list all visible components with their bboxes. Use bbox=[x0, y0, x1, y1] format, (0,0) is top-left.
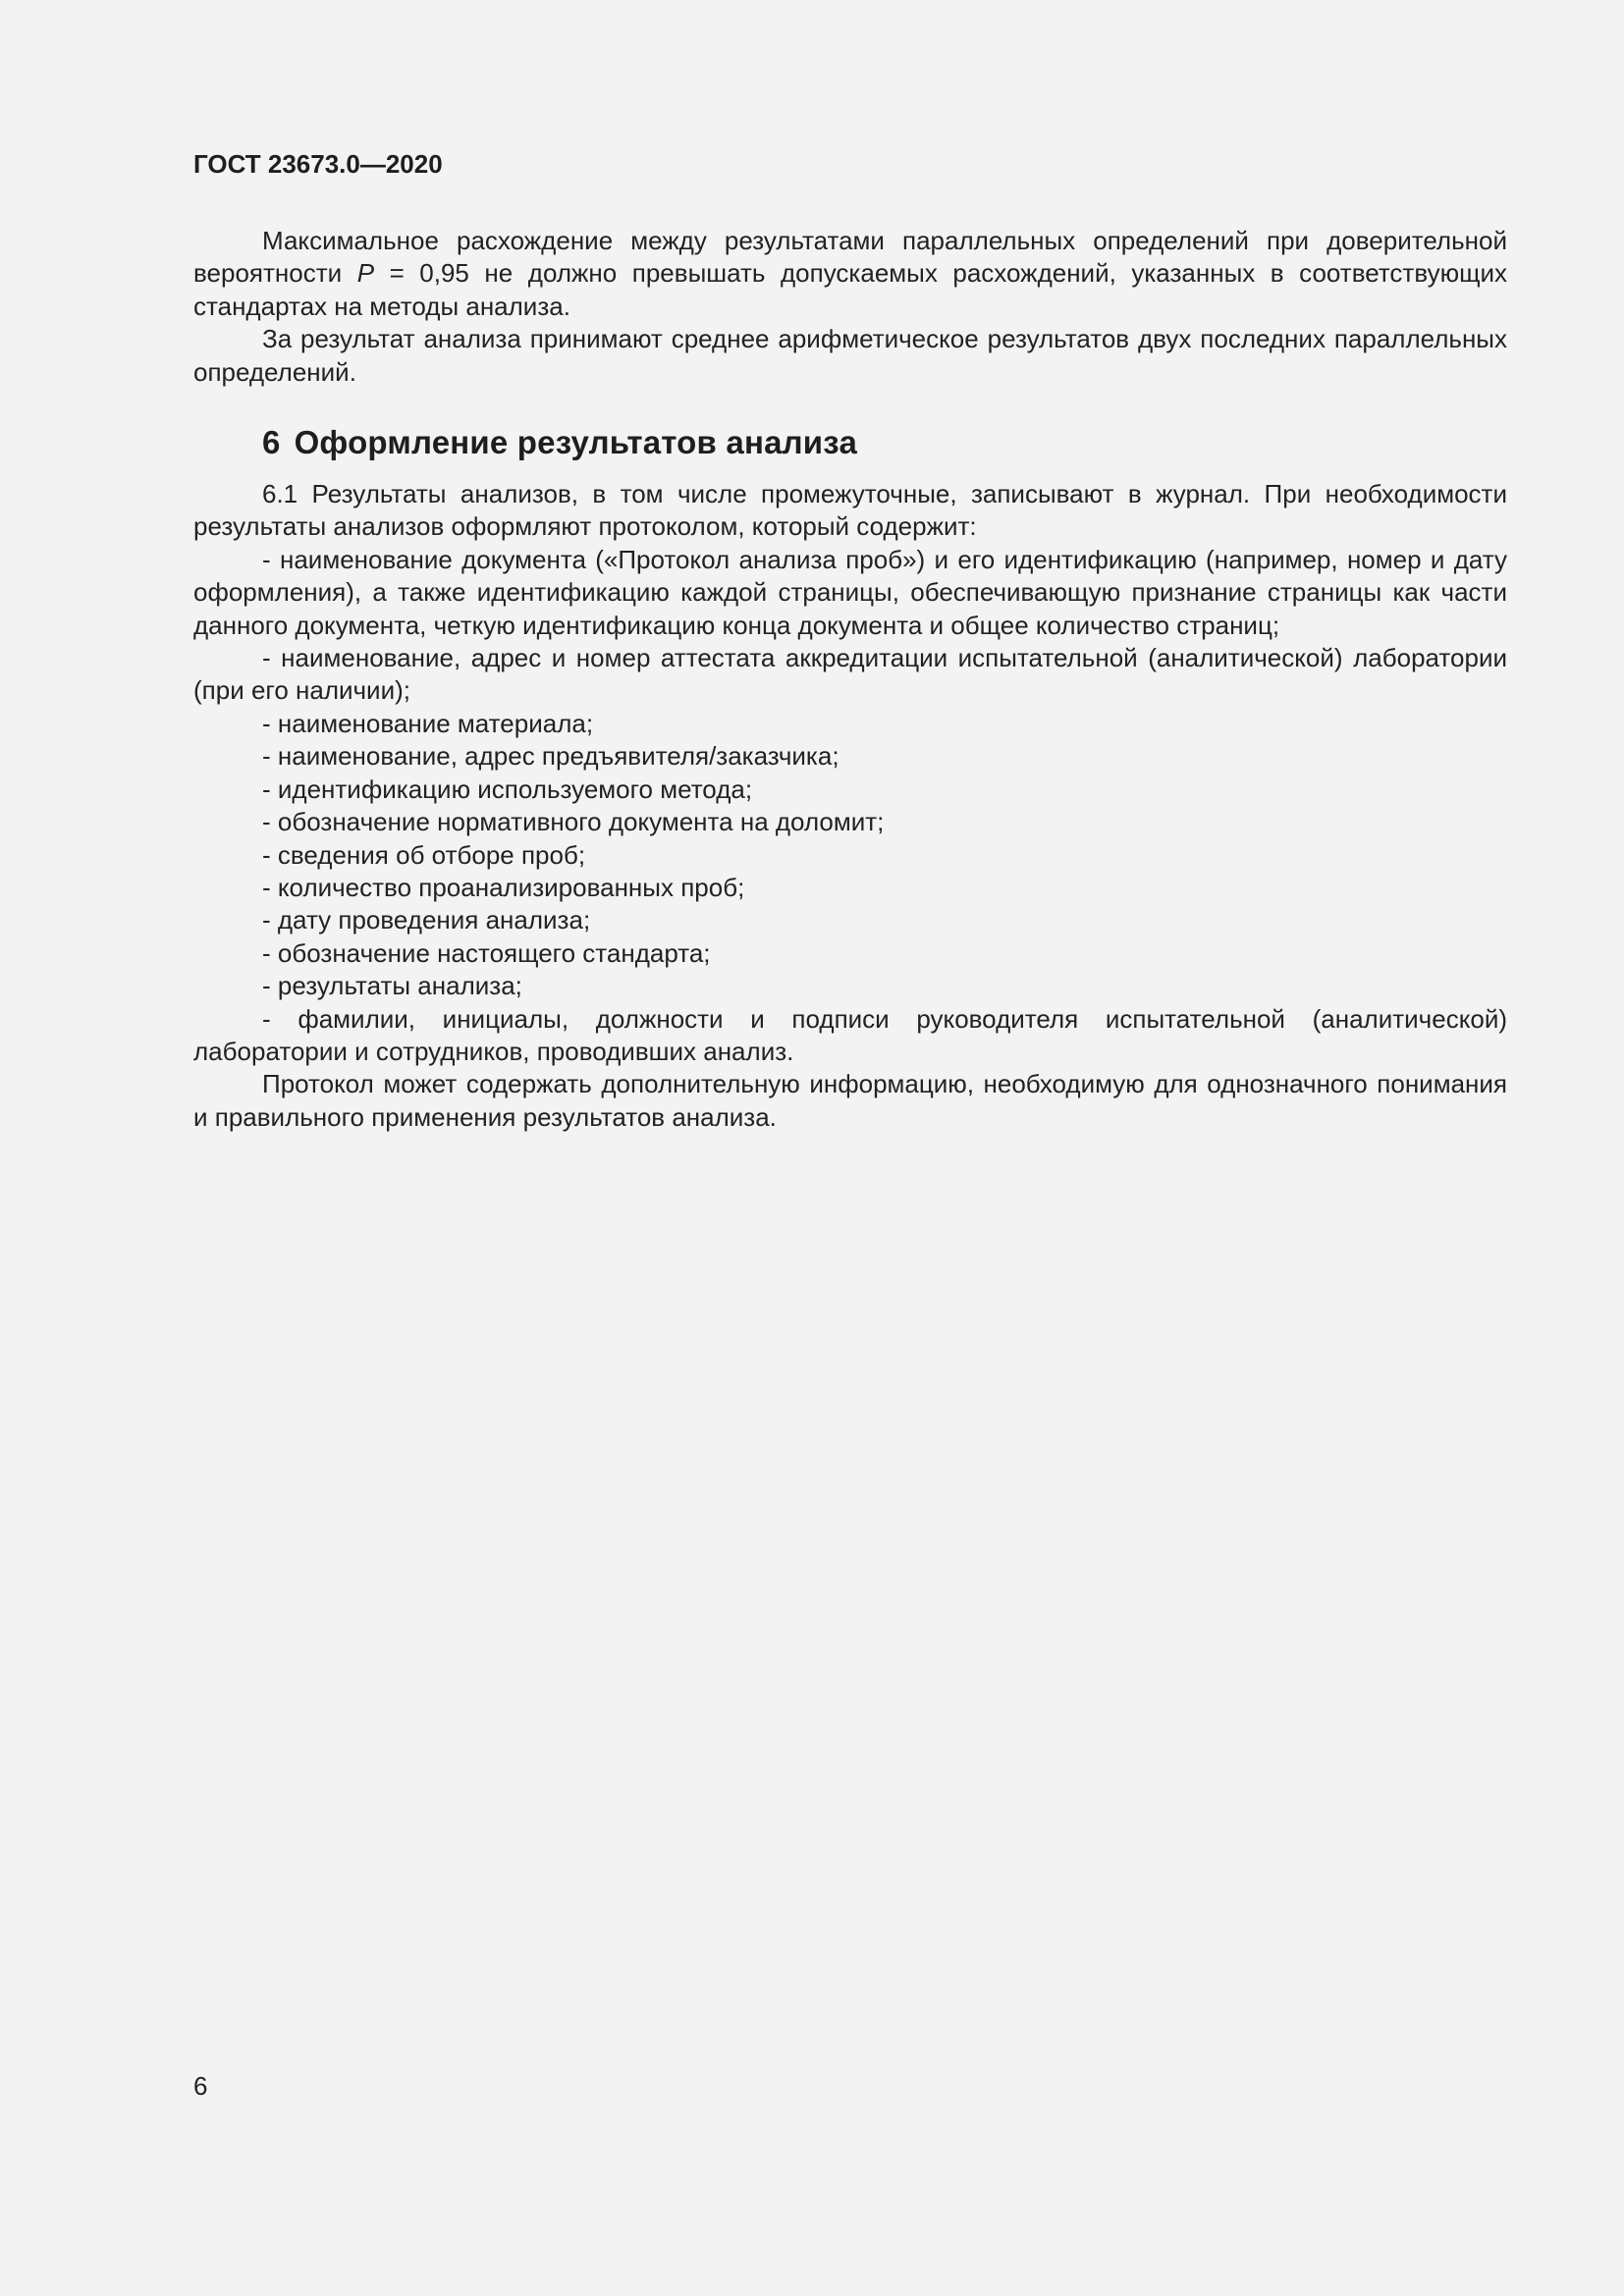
paragraph-6-1: 6.1 Результаты анализов, в том числе промежуточные, записывают в журнал. При необходимости результаты анализов оформляют протоколом, который содержит: bbox=[193, 479, 1507, 542]
list-item: - наименование, адрес и номер аттестата аккредитации испытательной (аналитической) лаборатории (при его наличии); bbox=[193, 643, 1507, 706]
list-item: - фамилии, инициалы, должности и подписи руководителя испытательной (аналитической) лаборатории и сотрудников, проводивших анализ. bbox=[193, 1003, 1507, 1066]
list-item: - наименование документа («Протокол анализа проб») и его идентификацию (например, номер и дату оформления), а также идентификацию каждой страницы, обеспечивающую признание страницы как части данного документа, четкую идентификацию конца документа и общее количество страниц; bbox=[193, 544, 1507, 640]
variable-p: P bbox=[356, 258, 375, 289]
list-item: - количество проанализированных проб; bbox=[262, 872, 745, 902]
page-number: 6 bbox=[193, 2071, 208, 2101]
list-item: - наименование, адрес предъявителя/заказчика; bbox=[262, 741, 839, 772]
list-item: - сведения об отборе проб; bbox=[262, 839, 586, 870]
paragraph-closing: Протокол может содержать дополнительную информацию, необходимую для однозначного понимания и правильного применения результатов анализа. bbox=[193, 1069, 1507, 1132]
document-code-header: ГОСТ 23673.0—2020 bbox=[193, 149, 443, 179]
paragraph-result-average: За результат анализа принимают среднее арифметическое результатов двух последних параллельных определений. bbox=[193, 324, 1507, 387]
document-body bbox=[193, 225, 1507, 1134]
list-item: - наименование материала; bbox=[262, 708, 594, 738]
section-number: 6 bbox=[262, 424, 281, 461]
section-heading bbox=[262, 423, 1507, 462]
section-title: Оформление результатов анализа bbox=[294, 424, 858, 461]
list-item: - дату проведения анализа; bbox=[262, 905, 591, 935]
list-item: - результаты анализа; bbox=[262, 971, 522, 1001]
paragraph-max-discrepancy bbox=[193, 225, 1507, 323]
list-item: - обозначение настоящего стандарта; bbox=[262, 937, 711, 968]
list-item: - обозначение нормативного документа на доломит; bbox=[262, 807, 885, 837]
paragraph-text: Максимальное расхождение между результатами параллельных определений при доверительной вероятности bbox=[193, 226, 1507, 289]
paragraph-text: = 0,95 не должно превышать допускаемых расхождений, указанных в соответствующих стандартах на методы анализа. bbox=[193, 258, 1507, 321]
list-item: - идентификацию используемого метода; bbox=[262, 774, 753, 804]
